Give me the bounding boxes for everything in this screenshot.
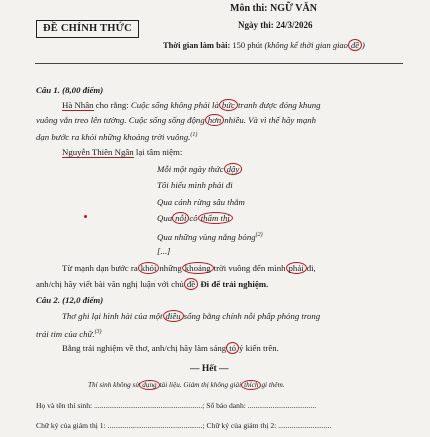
essay-topic: Đi để trải nghiệm. bbox=[198, 279, 269, 289]
time-note bbox=[265, 39, 365, 51]
circled-word: nỗi bbox=[172, 212, 189, 224]
poem-text: Qua những vùng nắng bỏng bbox=[157, 231, 256, 242]
ink-dot bbox=[84, 215, 87, 218]
time-allowed bbox=[163, 40, 365, 50]
circled-word: khỏi bbox=[138, 262, 160, 274]
circled-word: phải bbox=[286, 262, 307, 274]
poem-line-4 bbox=[157, 212, 233, 224]
text: trời vuông đến mình bbox=[213, 263, 286, 273]
q2-line-1 bbox=[62, 310, 320, 322]
poem-text: Mỗi một ngày thức bbox=[157, 164, 224, 174]
q1-line-1 bbox=[62, 99, 321, 111]
underlined-name: Hà Nhân bbox=[62, 100, 94, 110]
quote-text: dạn bước ra khỏi những khoảng trời vuông. bbox=[36, 131, 191, 142]
q1-line-2 bbox=[36, 114, 316, 126]
quote-text: nhiều. Và vì thế hãy mạnh bbox=[224, 115, 317, 125]
text: Từ mạnh dạn bước ra bbox=[62, 263, 138, 273]
poem-line-5 bbox=[157, 229, 263, 243]
text: những bbox=[159, 263, 182, 273]
quote-text: vuông vắn treo lên tường. Cuộc sống sống động bbox=[36, 115, 205, 125]
note-text: gì thêm. bbox=[261, 381, 285, 389]
time-note-close: ) bbox=[361, 40, 365, 50]
text: ý kiến trên. bbox=[239, 343, 279, 353]
poem-text: Qua bbox=[157, 213, 173, 223]
circled-word: tỏ bbox=[226, 342, 239, 354]
footnote-mark: (2) bbox=[255, 232, 263, 238]
candidate-name-field: Họ và tên thí sinh: .........................................................; Số báo danh: .................................... bbox=[36, 401, 317, 410]
time-note-text: (không kể thời gian giao bbox=[264, 40, 348, 50]
poem-ellipsis: [...] bbox=[157, 246, 171, 256]
circled-word: bức bbox=[219, 99, 238, 111]
circled-word: dậy bbox=[224, 163, 243, 175]
time-value: 150 phút bbox=[232, 40, 263, 50]
quote-text: trái tim của chữ. bbox=[36, 328, 95, 339]
footnote-mark: (1) bbox=[190, 132, 198, 138]
q1-line-6 bbox=[36, 278, 268, 290]
candidate-note bbox=[88, 381, 285, 389]
quote-text: Cuộc sống không phải là bbox=[130, 100, 219, 110]
note-text: Thí sinh không sử bbox=[88, 381, 140, 389]
circled-word: điều bbox=[163, 310, 184, 322]
circled-word: đề bbox=[184, 278, 198, 290]
question-2-title: Câu 2. (12,0 điểm) bbox=[36, 295, 104, 305]
quote-text: sống bằng chính nỗi phấp phỏng trong bbox=[183, 311, 321, 321]
official-exam-label: ĐỀ CHÍNH THỨC bbox=[36, 20, 139, 38]
note-text: tài liệu. Giám thị không giải bbox=[159, 381, 242, 389]
circled-word: đề bbox=[348, 39, 362, 51]
q1-line-3 bbox=[36, 129, 197, 143]
time-label: Thời gian làm bài: bbox=[163, 40, 231, 50]
q1-line-5 bbox=[62, 262, 316, 274]
poem-line-3: Qua cánh rừng sâu thẳm bbox=[157, 197, 245, 207]
poem-line-2: Tôi hiểu mình phải đi bbox=[157, 180, 233, 190]
text: anh/chị hãy viết bài văn nghị luận với chủ bbox=[36, 279, 184, 289]
exam-date: Ngày thi: 24/3/2026 bbox=[238, 20, 313, 30]
subject-line: Môn thi: NGỮ VĂN bbox=[230, 3, 317, 14]
text: đi, bbox=[306, 263, 316, 273]
circled-word: hơn bbox=[205, 114, 225, 126]
q1-line-4 bbox=[62, 146, 182, 158]
question-1-title: Câu 1. (8,00 điểm) bbox=[36, 85, 104, 95]
q2-line-3 bbox=[62, 342, 279, 354]
circled-word: thẩm thì bbox=[198, 212, 233, 224]
poem-text: cô bbox=[189, 213, 198, 223]
circled-word: thích bbox=[241, 380, 261, 390]
q2-line-2 bbox=[36, 326, 102, 340]
footnote-mark: (3) bbox=[94, 329, 102, 335]
quote-text: tranh được đóng khung bbox=[237, 100, 321, 110]
end-mark: — Hết — bbox=[190, 364, 229, 374]
proctor-signature-field: Chữ ký của giám thị 1: ..................................................; Chữ ký của giám thị 2: ............................ bbox=[36, 421, 332, 430]
underlined-name: Nguyễn Thiên Ngân bbox=[62, 147, 134, 157]
quote-text: Thơ ghi lại hình hài của một bbox=[62, 311, 163, 321]
header-divider bbox=[35, 63, 403, 64]
circled-word: dụng bbox=[139, 380, 159, 390]
text: cho rằng: bbox=[93, 100, 131, 110]
circled-word: khoảng bbox=[182, 262, 214, 274]
text: lại tâm niệm: bbox=[133, 147, 183, 157]
text: Bằng trải nghiệm về thơ, anh/chị hãy làm sáng bbox=[62, 343, 227, 353]
poem-line-1 bbox=[157, 163, 242, 175]
